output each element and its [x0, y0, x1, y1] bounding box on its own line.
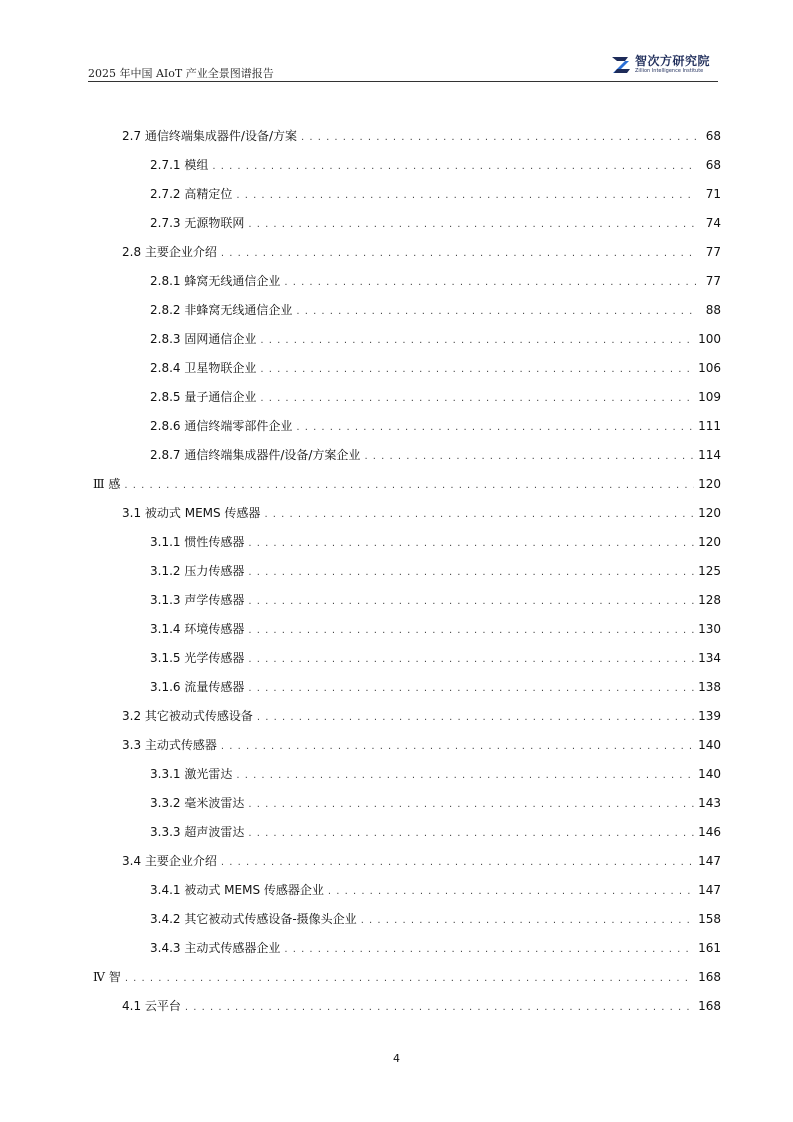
toc-entry-page: 125	[698, 564, 721, 578]
toc-dot-leader	[185, 999, 694, 1017]
toc-dot-leader	[257, 709, 694, 727]
toc-entry-label: 3.4 主要企业介绍	[122, 854, 217, 868]
toc-dot-leader	[221, 245, 697, 263]
toc-entry-label: Ⅳ 智	[93, 970, 121, 984]
institute-logo	[610, 52, 718, 80]
toc-entry-label: 2.7.3 无源物联网	[150, 216, 245, 230]
toc-entry[interactable]	[150, 359, 721, 377]
toc-entry-page: 143	[698, 796, 721, 810]
toc-dot-leader	[248, 564, 694, 582]
toc-entry-label: 3.1.5 光学传感器	[150, 651, 245, 665]
toc-dot-leader	[125, 970, 694, 988]
toc-entry-page: 138	[698, 680, 721, 694]
toc-entry[interactable]	[150, 214, 721, 232]
toc-entry[interactable]	[150, 910, 721, 928]
toc-dot-leader	[260, 361, 694, 379]
toc-entry-page: 147	[698, 883, 721, 897]
toc-entry[interactable]	[150, 649, 721, 667]
page-header	[88, 48, 718, 80]
toc-entry-page: 68	[705, 158, 721, 172]
toc-entry-page: 161	[698, 941, 721, 955]
toc-entry-page: 114	[698, 448, 721, 462]
toc-dot-leader	[361, 912, 694, 930]
toc-entry-page: 130	[698, 622, 721, 636]
toc-entry-label: 2.8.5 量子通信企业	[150, 390, 257, 404]
toc-entry-label: 3.1.3 声学传感器	[150, 593, 245, 607]
toc-entry-page: 120	[698, 477, 721, 491]
toc-dot-leader	[248, 680, 694, 698]
toc-entry-label: 3.1.4 环境传感器	[150, 622, 245, 636]
toc-dot-leader	[236, 187, 697, 205]
toc-entry[interactable]	[150, 591, 721, 609]
toc-entry-label: 2.8.2 非蜂窝无线通信企业	[150, 303, 293, 317]
toc-entry[interactable]	[122, 852, 721, 870]
toc-dot-leader	[296, 303, 697, 321]
toc-entry-label: 2.7.1 模组	[150, 158, 209, 172]
toc-dot-leader	[260, 332, 694, 350]
toc-dot-leader	[301, 129, 697, 147]
toc-entry-label: 2.7.2 高精定位	[150, 187, 233, 201]
toc-entry-page: 71	[705, 187, 721, 201]
header-divider	[88, 81, 718, 82]
toc-entry[interactable]	[150, 533, 721, 551]
toc-dot-leader	[248, 535, 694, 553]
toc-entry-label: 2.8.7 通信终端集成器件/设备/方案企业	[150, 448, 361, 462]
toc-entry-page: 120	[698, 506, 721, 520]
toc-dot-leader	[248, 622, 694, 640]
toc-entry-page: 146	[698, 825, 721, 839]
page-number: 4	[393, 1052, 400, 1065]
toc-dot-leader	[236, 767, 694, 785]
toc-entry-label: 2.8.4 卫星物联企业	[150, 361, 257, 375]
toc-entry-page: 111	[698, 419, 721, 433]
toc-entry-page: 106	[698, 361, 721, 375]
toc-entry-label: 3.3 主动式传感器	[122, 738, 217, 752]
toc-entry[interactable]	[122, 997, 721, 1015]
toc-entry[interactable]	[150, 765, 721, 783]
toc-entry-page: 77	[705, 245, 721, 259]
toc-entry[interactable]	[150, 330, 721, 348]
toc-dot-leader	[248, 593, 694, 611]
toc-entry-label: 3.1.1 惯性传感器	[150, 535, 245, 549]
toc-dot-leader	[260, 390, 694, 408]
toc-entry[interactable]	[150, 881, 721, 899]
toc-entry[interactable]	[150, 185, 721, 203]
toc-dot-leader	[284, 274, 697, 292]
toc-entry[interactable]	[150, 939, 721, 957]
toc-dot-leader	[124, 477, 694, 495]
toc-entry-page: 109	[698, 390, 721, 404]
toc-entry-label: 2.8.3 固网通信企业	[150, 332, 257, 346]
toc-entry[interactable]	[122, 707, 721, 725]
toc-entry[interactable]	[122, 127, 721, 145]
toc-entry-page: 74	[705, 216, 721, 230]
toc-entry[interactable]	[150, 417, 721, 435]
toc-entry-label: 3.3.2 毫米波雷达	[150, 796, 245, 810]
toc-entry[interactable]	[122, 243, 721, 261]
toc-dot-leader	[328, 883, 694, 901]
toc-dot-leader	[221, 854, 694, 872]
toc-entry-label: 3.1.6 流量传感器	[150, 680, 245, 694]
toc-entry-label: 3.3.3 超声波雷达	[150, 825, 245, 839]
toc-entry-page: 128	[698, 593, 721, 607]
toc-entry-page: 100	[698, 332, 721, 346]
toc-entry-page: 140	[698, 738, 721, 752]
toc-dot-leader	[248, 796, 694, 814]
toc-entry[interactable]	[93, 475, 721, 493]
toc-entry-page: 134	[698, 651, 721, 665]
toc-entry-label: 3.1.2 压力传感器	[150, 564, 245, 578]
toc-entry[interactable]	[150, 272, 721, 290]
toc-dot-leader	[364, 448, 694, 466]
toc-entry-page: 77	[705, 274, 721, 288]
toc-entry-label: 3.3.1 激光雷达	[150, 767, 233, 781]
report-title: 2025 年中国 AIoT 产业全景图谱报告	[88, 67, 274, 80]
toc-entry-page: 147	[698, 854, 721, 868]
toc-entry[interactable]	[150, 562, 721, 580]
toc-entry[interactable]	[150, 620, 721, 638]
toc-entry-page: 168	[698, 999, 721, 1013]
toc-entry[interactable]	[122, 504, 721, 522]
toc-dot-leader	[212, 158, 697, 176]
toc-entry-label: 2.7 通信终端集成器件/设备/方案	[122, 129, 297, 143]
toc-entry[interactable]	[150, 794, 721, 812]
logo-name: 智次方研究院	[635, 54, 711, 68]
toc-entry[interactable]	[150, 678, 721, 696]
toc-entry-page: 88	[705, 303, 721, 317]
logo-icon	[610, 54, 632, 76]
toc-entry-label: 4.1 云平台	[122, 999, 181, 1013]
toc-entry-label: 3.4.2 其它被动式传感设备-摄像头企业	[150, 912, 357, 926]
logo-subtitle: Zillion Intelligence Institute	[635, 68, 704, 74]
toc-entry[interactable]	[150, 301, 721, 319]
toc-dot-leader	[248, 825, 694, 843]
toc-entry-page: 68	[705, 129, 721, 143]
toc-entry[interactable]	[122, 736, 721, 754]
toc-entry[interactable]	[150, 388, 721, 406]
toc-entry-label: 2.8.1 蜂窝无线通信企业	[150, 274, 281, 288]
toc-entry-label: 2.8.6 通信终端零部件企业	[150, 419, 293, 433]
toc-entry-page: 168	[698, 970, 721, 984]
toc-entry-page: 158	[698, 912, 721, 926]
toc-entry-label: 3.2 其它被动式传感设备	[122, 709, 253, 723]
toc-dot-leader	[221, 738, 694, 756]
toc-dot-leader	[296, 419, 694, 437]
toc-entry-label: 3.4.3 主动式传感器企业	[150, 941, 281, 955]
toc-entry-label: 3.1 被动式 MEMS 传感器	[122, 506, 261, 520]
toc-entry[interactable]	[150, 156, 721, 174]
toc-dot-leader	[248, 651, 694, 669]
toc-entry-page: 120	[698, 535, 721, 549]
toc-dot-leader	[248, 216, 697, 234]
toc-entry[interactable]	[150, 446, 721, 464]
toc-entry-label: Ⅲ 感	[93, 477, 121, 491]
toc-entry-page: 140	[698, 767, 721, 781]
toc-dot-leader	[264, 506, 694, 524]
toc-entry-label: 3.4.1 被动式 MEMS 传感器企业	[150, 883, 324, 897]
toc-entry[interactable]	[150, 823, 721, 841]
toc-entry-label: 2.8 主要企业介绍	[122, 245, 217, 259]
toc-dot-leader	[284, 941, 694, 959]
toc-entry[interactable]	[93, 968, 721, 986]
toc-entry-page: 139	[698, 709, 721, 723]
